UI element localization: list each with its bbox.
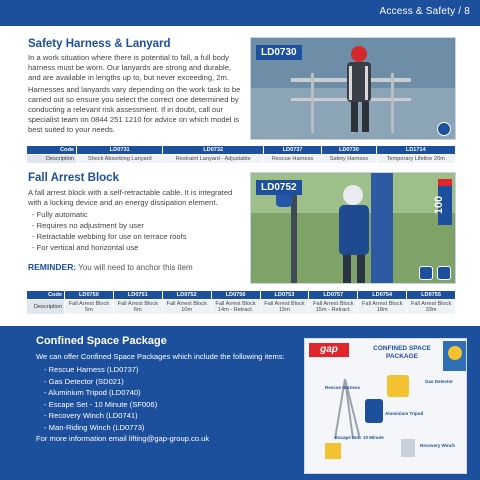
- flyer-label: Rescue Harness: [325, 385, 361, 390]
- confined-item-list: [44, 364, 157, 433]
- flyer-logo: gap: [309, 343, 349, 357]
- table-cell-code: LD0753: [260, 291, 309, 300]
- confined-package-flyer: [304, 338, 467, 474]
- side-badge: [433, 179, 452, 225]
- flyer-label: Aluminium Tripod: [385, 411, 424, 416]
- table-row-label: Description: [27, 155, 77, 164]
- desc-line: Fall Arrest Block: [410, 301, 452, 307]
- harness-title: Safety Harness & Lanyard: [28, 38, 171, 50]
- fall-arrest-intro: A fall arrest block with a self-retractable cable. It is integrated with a locking device and an energy dissipation element.: [28, 188, 233, 207]
- desc-length: 10m: [181, 307, 193, 313]
- flyer-label: Gas Detector: [425, 379, 454, 384]
- list-item: - Man-Riding Winch (LD0773): [44, 422, 157, 434]
- table-cell-code: LD0756: [211, 291, 260, 300]
- table-row: [27, 291, 456, 300]
- desc-length: 5m: [85, 307, 93, 313]
- table-cell-code: LD0730: [322, 146, 376, 155]
- reminder-text: You will need to anchor this item: [78, 263, 193, 272]
- side-badge-text: 100: [433, 195, 446, 215]
- list-item: - Gas Detector (SD021): [44, 376, 157, 388]
- table-row-label: Description: [27, 300, 65, 315]
- table-cell-description: [113, 300, 162, 315]
- confined-intro: We can offer Confined Space Packages which include the following items:: [36, 352, 285, 361]
- list-item: - Escape Set - 10 Minute (SF006): [44, 399, 157, 411]
- table-cell-description: [211, 300, 260, 315]
- ppe-helmet-icon: [419, 266, 433, 280]
- list-item: - Fully automatic: [32, 209, 187, 220]
- desc-length: 33m: [425, 307, 437, 313]
- table-cell-code: LD0754: [358, 291, 407, 300]
- harness-photo: [250, 37, 456, 140]
- table-cell-code: LD0732: [163, 146, 264, 155]
- header-bar: [0, 0, 480, 26]
- table-cell-description: [260, 300, 309, 315]
- fall-arrest-feature-list: [32, 209, 187, 253]
- list-item: - Retractable webbing for use on terrace roofs: [32, 231, 187, 242]
- table-cell-code: LD0750: [65, 291, 114, 300]
- reminder-note: [28, 262, 193, 272]
- table-cell-description: [162, 300, 211, 315]
- table-cell-description: Safety Harness: [322, 155, 376, 164]
- ppe-harness-icon: [437, 122, 451, 136]
- desc-length: 15m: [278, 307, 290, 313]
- page-title: Access & Safety / 8: [379, 6, 470, 17]
- desc-line: Fall Arrest Block: [215, 301, 256, 307]
- list-item: - Requires no adjustment by user: [32, 220, 187, 231]
- confined-title: Confined Space Package: [36, 335, 167, 347]
- desc-line: Fall Arrest Block: [264, 301, 305, 307]
- fall-arrest-photo: [250, 172, 456, 284]
- table-row: [27, 146, 456, 155]
- desc-line: Fall Arrest Block: [68, 301, 110, 307]
- table-cell-code: LD0757: [309, 291, 358, 300]
- table-cell-code: LD1714: [376, 146, 455, 155]
- list-item: - Aluminium Tripod (LD0740): [44, 387, 157, 399]
- desc-line: Fall Arrest Block: [361, 301, 403, 307]
- desc-line: Fall Arrest Block: [313, 301, 354, 307]
- flyer-illustration: [305, 339, 467, 474]
- table-cell-description: Rescue Harness: [263, 155, 321, 164]
- table-row-label: Code: [27, 291, 65, 300]
- table-cell-code: LD0731: [77, 146, 163, 155]
- harness-para-2: Harnesses and lanyards vary depending on the work task to be carried out so ensure you select the correct one determined by conducting a relevant risk assessment. If in doubt, call our specialist team on 0844 251 1210 for advice on which model is best suited to your needs.: [28, 85, 241, 134]
- table-cell-description: Restraint Lanyard - Adjustable: [163, 155, 264, 164]
- harness-spec-table: [26, 145, 456, 164]
- harness-para-1: In a work situation where there is potential to fall, a full body harness must be worn. Our lanyards are strong and durable, and are available in lengths up to, but never exceeding, 2m.: [28, 53, 232, 82]
- table-cell-code: LD0755: [407, 291, 456, 300]
- table-cell-code: LD0737: [263, 146, 321, 155]
- fall-arrest-photo-tag: LD0752: [256, 180, 302, 195]
- table-cell-code: LD0752: [162, 291, 211, 300]
- side-badge-stripe: [438, 179, 452, 186]
- table-cell-description: [358, 300, 407, 315]
- desc-length: 14m - Retract.: [217, 307, 254, 313]
- desc-length: 15m - Retract.: [315, 307, 352, 313]
- list-item: - For vertical and horizontal use: [32, 242, 187, 253]
- flyer-label: Recovery Winch: [420, 443, 455, 448]
- table-cell-description: [65, 300, 114, 315]
- table-cell-description: [407, 300, 456, 315]
- desc-line: Fall Arrest Block: [166, 301, 207, 307]
- table-row: [27, 300, 456, 315]
- table-cell-code: LD0751: [113, 291, 162, 300]
- flyer-label: Escape Set - 10 Minute: [335, 435, 384, 440]
- fall-arrest-spec-table: [26, 290, 456, 315]
- table-row: [27, 155, 456, 164]
- desc-line: Fall Arrest Block: [117, 301, 159, 307]
- desc-length: 18m: [376, 307, 388, 313]
- harness-photo-tag: LD0730: [256, 45, 302, 60]
- table-cell-description: Temporary Lifeline 20m: [376, 155, 455, 164]
- confined-contact[interactable]: For more information email lifting@gap-group.co.uk: [36, 434, 210, 443]
- fall-arrest-title: Fall Arrest Block: [28, 172, 119, 184]
- reminder-label: REMINDER:: [28, 262, 77, 272]
- table-row-label: Code: [27, 146, 77, 155]
- flyer-heading: CONFINED SPACE PACKAGE: [373, 345, 431, 360]
- list-item: - Rescue Harness (LD0737): [44, 364, 157, 376]
- table-cell-description: Shock Absorbing Lanyard: [77, 155, 163, 164]
- list-item: - Recovery Winch (LD0741): [44, 410, 157, 422]
- table-cell-description: [309, 300, 358, 315]
- ppe-harness-icon: [437, 266, 451, 280]
- desc-length: 6m: [133, 307, 142, 313]
